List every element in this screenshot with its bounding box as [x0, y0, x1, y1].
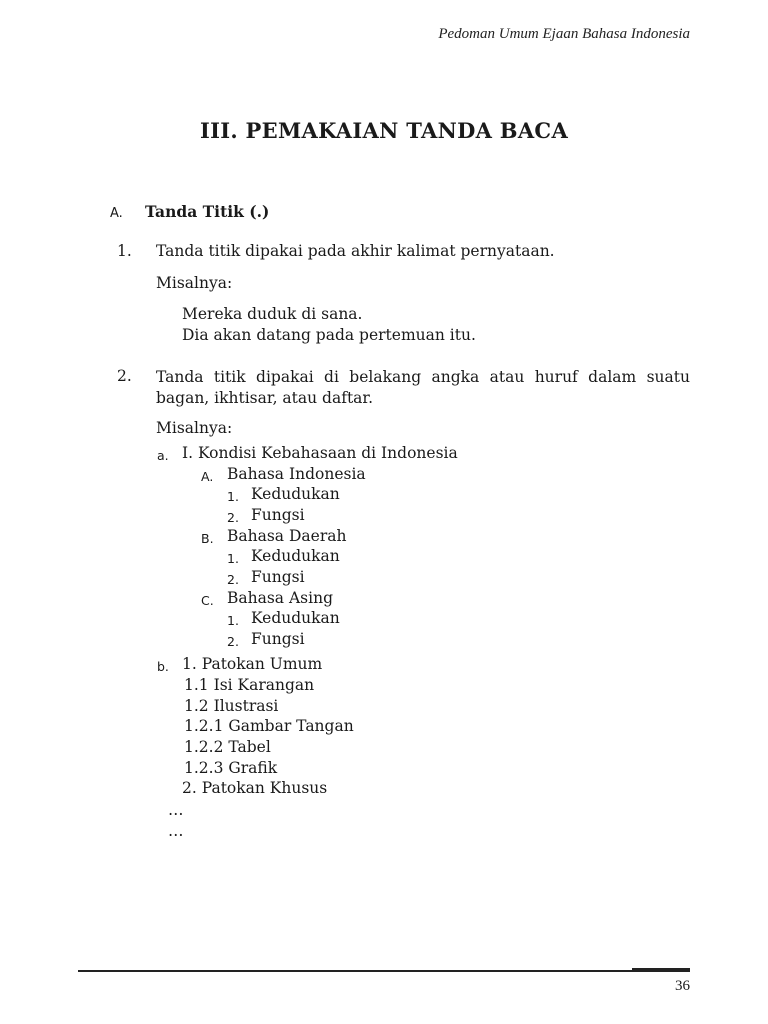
section-title: Tanda Titik (.)	[145, 202, 270, 221]
footer-rule	[78, 970, 690, 972]
rule-1-number: 1.	[117, 242, 132, 260]
footer-rule-accent	[632, 968, 690, 972]
group-a-item-2-label: Fungsi	[251, 506, 305, 524]
example-b-line-5: 1.2.2 Tabel	[184, 738, 271, 756]
rule-2-text: Tanda titik dipakai di belakang angka atau huruf dalam suatu bagan, ikhtisar, atau daftar.	[156, 368, 690, 407]
example-b-line-2: 1.1 Isi Karangan	[184, 676, 315, 694]
group-b-item-1-marker: 1.	[227, 551, 239, 566]
group-a-label: Bahasa Indonesia	[227, 465, 366, 483]
group-a-item-1-marker: 1.	[227, 489, 239, 504]
example-b-line-6: 1.2.3 Grafik	[184, 759, 278, 777]
example-b-line-7: 2. Patokan Khusus	[182, 779, 328, 797]
group-c-label: Bahasa Asing	[227, 589, 333, 607]
group-c-item-2-marker: 2.	[227, 634, 239, 649]
group-c-item-1-marker: 1.	[227, 613, 239, 628]
running-header: Pedoman Umum Ejaan Bahasa Indonesia	[438, 26, 690, 42]
group-b-marker: B.	[201, 531, 214, 546]
rule-2-number: 2.	[117, 367, 132, 385]
group-b-item-2-marker: 2.	[227, 572, 239, 587]
group-b-label: Bahasa Daerah	[227, 527, 347, 545]
group-c-marker: C.	[201, 593, 214, 608]
group-b-item-2-label: Fungsi	[251, 568, 305, 586]
example-b-line-4: 1.2.1 Gambar Tangan	[184, 717, 354, 735]
page-number: 36	[675, 978, 690, 994]
group-a-marker: A.	[201, 469, 214, 484]
group-c-item-2-label: Fungsi	[251, 630, 305, 648]
rule-1-example-1: Mereka duduk di sana.	[182, 305, 363, 323]
group-a-item-2-marker: 2.	[227, 510, 239, 525]
example-a-top: I. Kondisi Kebahasaan di Indonesia	[182, 444, 458, 462]
group-a-item-1-label: Kedudukan	[251, 485, 340, 503]
rule-1-example-2: Dia akan datang pada pertemuan itu.	[182, 326, 476, 344]
group-c-item-1-label: Kedudukan	[251, 609, 340, 627]
rule-1-example-label: Misalnya:	[156, 274, 233, 292]
example-b-ellipsis-2: …	[168, 822, 184, 840]
example-b-marker: b.	[157, 659, 169, 674]
example-b-line-1: 1. Patokan Umum	[182, 655, 323, 673]
rule-1-text: Tanda titik dipakai pada akhir kalimat pernyataan.	[156, 242, 555, 260]
example-b-ellipsis-1: …	[168, 801, 184, 819]
chapter-title: III. PEMAKAIAN TANDA BACA	[199, 118, 569, 143]
example-a-marker: a.	[157, 448, 169, 463]
rule-2-example-label: Misalnya:	[156, 419, 233, 437]
group-b-item-1-label: Kedudukan	[251, 547, 340, 565]
example-b-line-3: 1.2 Ilustrasi	[184, 697, 279, 715]
section-letter: A.	[110, 206, 123, 221]
